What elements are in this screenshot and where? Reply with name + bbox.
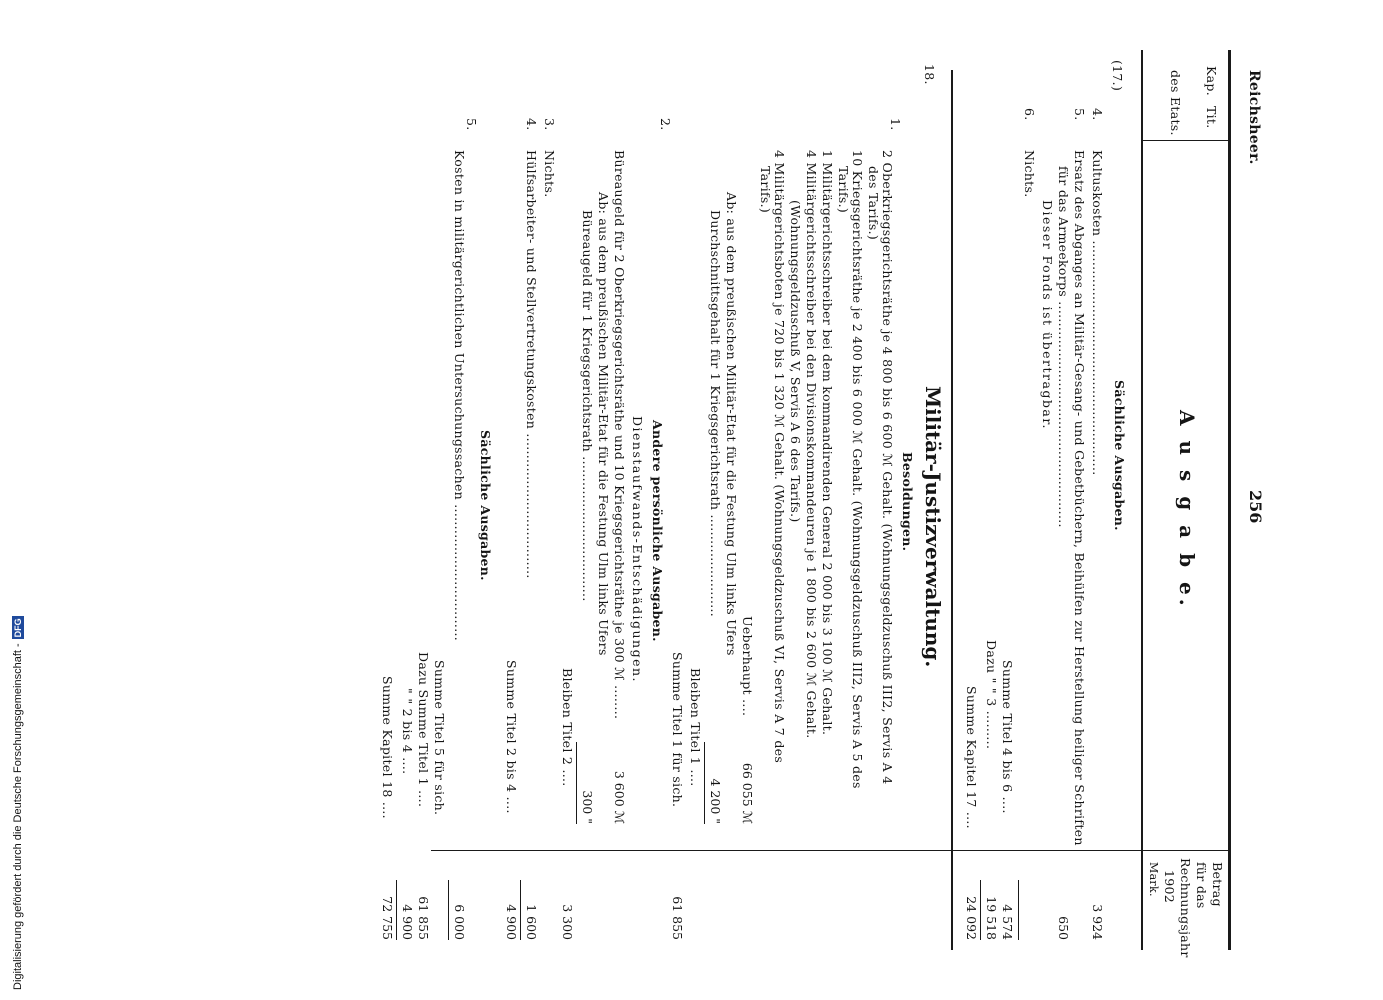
header-rule xyxy=(1141,50,1143,950)
col-betrag-3: Rechnungsjahr xyxy=(1178,858,1193,958)
bg-line-2: Ab: aus dem preußischen Militär-Etat für die Festung Ulm links Ufers xyxy=(596,192,611,656)
col-betrag-1: Betrag xyxy=(1210,862,1225,907)
tit-4b-text: Hülfsarbeiter- und Stellvertretungskosten .................................. xyxy=(524,150,539,579)
caption-text-wrap xyxy=(12,616,24,990)
bg-amount-1: 3 600 ℳ xyxy=(612,770,627,824)
dazu-tit-1-label: Dazu Summe Titel 1 .... xyxy=(416,652,431,808)
bleiben-rule-1 xyxy=(704,742,705,824)
sum-rule-3 xyxy=(520,880,521,940)
caption-text: Digitalisierung gefördert durch die Deutsche Forschungsgemeinschaft - xyxy=(12,643,24,990)
page-number: 256 xyxy=(1246,490,1265,524)
top-rule xyxy=(1228,50,1231,950)
sum-kap-18-amount: 72 755 xyxy=(380,896,395,940)
rotated-page-content xyxy=(85,0,1283,1000)
tit-5-line2: für das Armeekorps ..................................................... xyxy=(1056,166,1071,528)
sum-tit-2-4-amount: 4 900 xyxy=(504,904,519,940)
tit-4-text: Kultuskosten ....................................................... xyxy=(1090,150,1105,476)
line-2a: 10 Kriegsgerichtsräthe je 2 400 bis 6 000 ℳ Gehalt. (Wohnungsgeldzuschuß III2, Servis A 5 des xyxy=(850,150,865,789)
ueberhaupt-label: Ueberhaupt .... xyxy=(740,616,755,717)
tit-2: 2. xyxy=(658,118,673,131)
ueberhaupt-amount: 66 055 ℳ xyxy=(740,762,755,824)
sum-kap-18-label: Summe Kapitel 18 .... xyxy=(380,676,395,819)
sum-kap-17-label: Summe Kapitel 17 .... xyxy=(964,686,979,829)
ab-line-1: Ab: aus dem preußischen Militär-Etat für die Festung Ulm links Ufers xyxy=(724,192,739,656)
sum-kap-17-amount: 24 092 xyxy=(964,896,979,940)
line-6b: Tarifs.) xyxy=(758,166,773,214)
tit-5b: 5. xyxy=(464,118,479,131)
dazu-tit-1-amount: 61 855 xyxy=(416,896,431,940)
line-1b: des Tarifs.) xyxy=(866,166,881,241)
running-title: Reichsheer. xyxy=(1246,70,1262,165)
tit-4-amount: 3 924 xyxy=(1090,904,1105,940)
bleiben-1-label: Bleiben Titel 1 .... xyxy=(688,668,703,787)
col-betrag-2: für das xyxy=(1194,862,1209,909)
sum-rule-1 xyxy=(1018,880,1019,940)
digitization-caption xyxy=(0,0,24,1000)
tit-4: 4. xyxy=(1090,108,1105,121)
tit-3-text: Nichts. xyxy=(542,150,557,198)
line-2b: Tarifs.) xyxy=(836,166,851,214)
dazu-tit-3-amount: 19 518 xyxy=(984,896,999,940)
tit-2-amount: 3 300 xyxy=(560,904,575,940)
kap-18: 18. xyxy=(922,64,937,85)
tit-5-note: Dieser Fonds ist übertragbar. xyxy=(1040,200,1055,430)
sum-tit-4-6-label: Summe Titel 4 bis 6 .... xyxy=(1000,660,1015,814)
section-rule xyxy=(951,70,953,950)
ab-line-2: Durchschnittsgehalt für 1 Kriegsgerichtsrath ........................ xyxy=(708,210,723,618)
section-besoldungen: Besoldungen. xyxy=(900,452,915,552)
bleiben-rule-2 xyxy=(576,742,577,824)
tit-1: 1. xyxy=(888,118,903,131)
col-etats: des Etats. xyxy=(1168,70,1183,136)
sum-tit-2-4-label: Summe Titel 2 bis 4 .... xyxy=(504,660,519,814)
tit-3: 3. xyxy=(542,118,557,131)
col-betrag-4: 1902 xyxy=(1162,870,1177,904)
bg-amount-2: 300 " xyxy=(580,790,595,824)
title-justiz: Militär-Justizverwaltung. xyxy=(921,386,945,668)
bleiben-2-label: Bleiben Titel 2 .... xyxy=(560,668,575,787)
kap-col-rule xyxy=(1143,140,1231,141)
tit-6-text: Nichts. xyxy=(1022,150,1037,198)
tit-5-line1: Ersatz des Abganges an Militär-Gesang- und Gebetbüchern, Beihülfen zur Herstellung heiliger Schriften xyxy=(1072,150,1087,846)
dazu-tit-2-4-label: " " 2 bis 4 .... xyxy=(400,688,415,775)
section-andere: Andere persönliche Ausgaben. xyxy=(650,420,665,642)
dazu-tit-3-label: Dazu " " 3 ......... xyxy=(984,640,999,750)
heading: A u s g a b e. xyxy=(1175,410,1199,610)
tit-4b-amount: 1 600 xyxy=(524,904,539,940)
col-kap: Kap. xyxy=(1204,66,1219,96)
section-saechlich-17: Sächliche Ausgaben. xyxy=(1112,380,1127,531)
line-3: 1 Militärgerichtsschreiber bei dem kommandirenden General 2 000 bis 3 100 ℳ Gehalt. xyxy=(820,150,835,736)
sum-tit-1-amount: 61 855 xyxy=(670,896,685,940)
bg-line-1: Büreaugeld für 2 Oberkriegsgerichtsräthe und 10 Kriegsgerichtsräthe je 300 ℳ ........ xyxy=(612,150,627,720)
col-tit: Tit. xyxy=(1204,106,1219,129)
dazu-tit-2-4-amount: 4 900 xyxy=(400,904,415,940)
sum-rule-2 xyxy=(980,880,981,940)
col-mark: Mark. xyxy=(1147,862,1160,897)
amount-col-rule xyxy=(431,850,1231,851)
tit-5-amount: 650 xyxy=(1056,916,1071,940)
dfg-logo: DFG xyxy=(13,618,23,638)
tit-5b-text: Kosten in militärgerichtlichen Untersuchungssachen ................................ xyxy=(452,150,467,642)
line-4: 4 Militärgerichtsschreiber bei den Divisionskommandeuren je 1 800 bis 2 600 ℳ Gehalt. xyxy=(804,150,819,739)
line-5: (Wohnungsgeldzuschuß V, Servis A 6 des Tarifs.) xyxy=(788,200,803,523)
bg-line-3: Büreaugeld für 1 Kriegsgerichtsrath .................................. xyxy=(580,210,595,602)
section-saechlich-18: Sächliche Ausgaben. xyxy=(478,430,493,581)
sum-rule-4 xyxy=(448,880,449,940)
kap-17: (17.) xyxy=(1110,60,1125,92)
dienst-heading: Dienstaufwands-Entschädigungen. xyxy=(630,416,645,684)
tit-5: 5. xyxy=(1072,108,1087,121)
sum-tit-5-label: Summe Titel 5 für sich. xyxy=(432,660,447,816)
sum-tit-4-6-amount: 4 574 xyxy=(1000,904,1015,940)
tit-6: 6. xyxy=(1022,108,1037,121)
sum-tit-1-label: Summe Titel 1 für sich. xyxy=(670,652,685,808)
tit-5b-amount: 6 000 xyxy=(452,904,467,940)
line-1a: 2 Oberkriegsgerichtsräthe je 4 800 bis 6 600 ℳ Gehalt. (Wohnungsgeldzuschuß III2, Servis A 4 xyxy=(880,150,895,785)
line-6a: 4 Militärgerichtsboten je 720 bis 1 320 ℳ Gehalt. (Wohnungsgeldzuschuß VI, Servis A 7 des xyxy=(772,150,787,764)
sum-rule-5 xyxy=(396,880,397,940)
ab-amount: 4 200 " xyxy=(708,778,723,824)
tit-4b: 4. xyxy=(524,118,539,131)
